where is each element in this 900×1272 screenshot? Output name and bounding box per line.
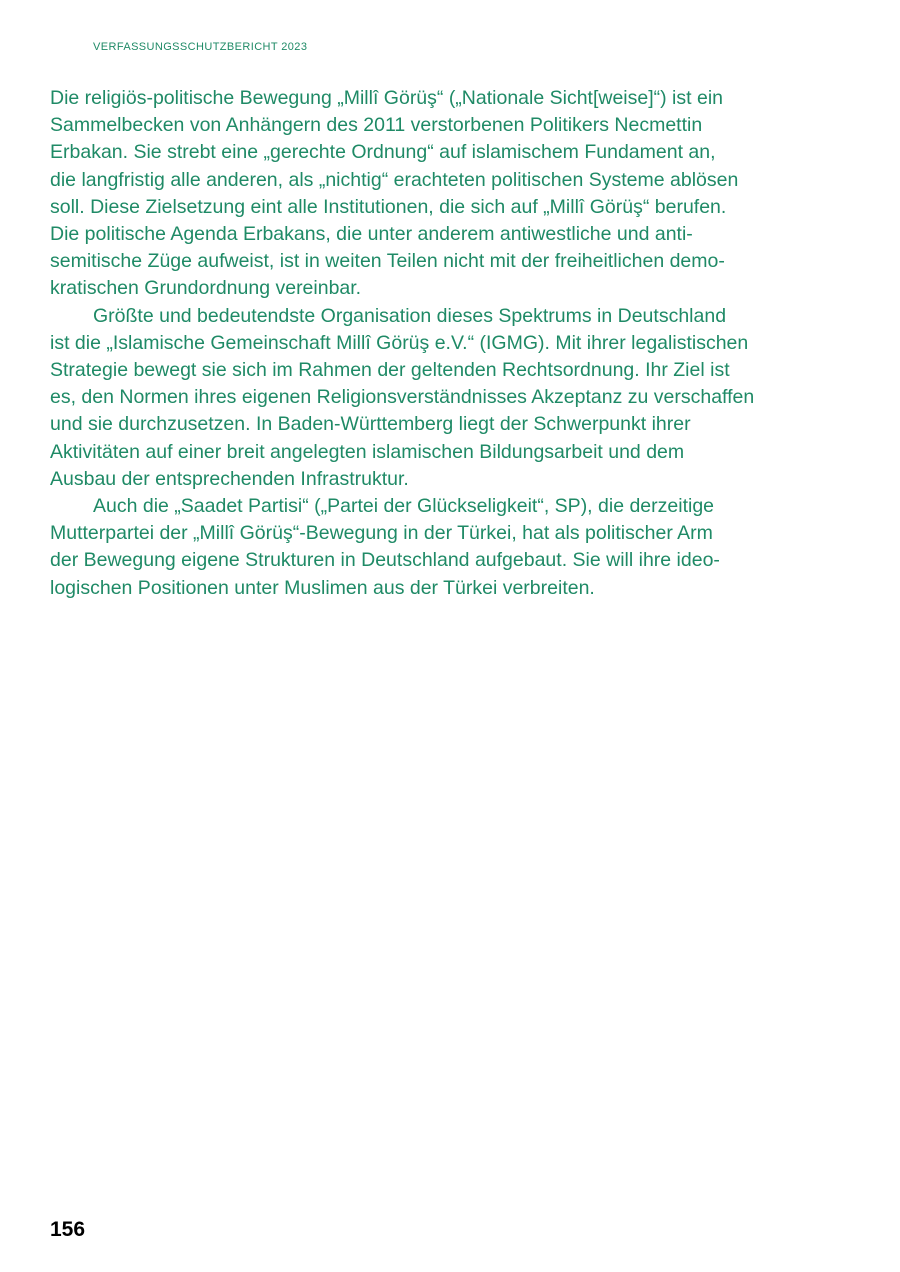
text-line: Die politische Agenda Erbakans, die unter anderem antiwestliche und anti- (50, 223, 693, 246)
page-number: 156 (50, 1218, 86, 1241)
running-header: VERFASSUNGSSCHUTZBERICHT 2023 (93, 41, 308, 53)
text-line: Mutterpartei der „Millî Görüş“-Bewegung in der Türkei, hat als politischer Arm (50, 522, 713, 545)
paragraph-2 (50, 303, 810, 493)
text-line: Erbakan. Sie strebt eine „gerechte Ordnung“ auf islamischem Fundament an, (50, 141, 716, 164)
paragraph-3 (50, 493, 810, 602)
text-line: logischen Positionen unter Muslimen aus der Türkei verbreiten. (50, 576, 595, 599)
text-line: Ausbau der entsprechenden Infrastruktur. (50, 467, 409, 490)
text-line: es, den Normen ihres eigenen Religionsverständnisses Akzeptanz zu verschaffen (50, 386, 755, 409)
text-line: Aktivitäten auf einer breit angelegten islamischen Bildungsarbeit und dem (50, 440, 685, 463)
text-line: kratischen Grundordnung vereinbar. (50, 277, 362, 300)
text-line: Die religiös-politische Bewegung „Millî Görüş“ („Nationale Sicht[weise]“) ist ein (50, 87, 723, 109)
text-line: Auch die „Saadet Partisi“ („Partei der Glückseligkeit“, SP), die derzeitige (93, 495, 715, 518)
paragraph-1 (50, 85, 810, 303)
text-line: semitische Züge aufweist, ist in weiten Teilen nicht mit der freiheitlichen demo- (50, 250, 725, 273)
text-line: ist die „Islamische Gemeinschaft Millî Görüş e.V.“ (IGMG). Mit ihrer legalistischen (50, 331, 749, 354)
body-text (50, 85, 810, 602)
text-line: Strategie bewegt sie sich im Rahmen der geltenden Rechtsordnung. Ihr Ziel ist (50, 359, 730, 382)
text-line: soll. Diese Zielsetzung eint alle Institutionen, die sich auf „Millî Görüş“ berufen. (50, 195, 727, 218)
text-line: Größte und bedeutendste Organisation dieses Spektrums in Deutschland (93, 304, 727, 327)
text-line: der Bewegung eigene Strukturen in Deutschland aufgebaut. Sie will ihre ideo- (50, 549, 720, 572)
text-line: die langfristig alle anderen, als „nichtig“ erachteten politischen Systeme ablösen (50, 168, 739, 191)
text-line: Sammelbecken von Anhängern des 2011 verstorbenen Politikers Necmettin (50, 114, 703, 137)
text-line: und sie durchzusetzen. In Baden-Württemberg liegt der Schwerpunkt ihrer (50, 413, 691, 436)
